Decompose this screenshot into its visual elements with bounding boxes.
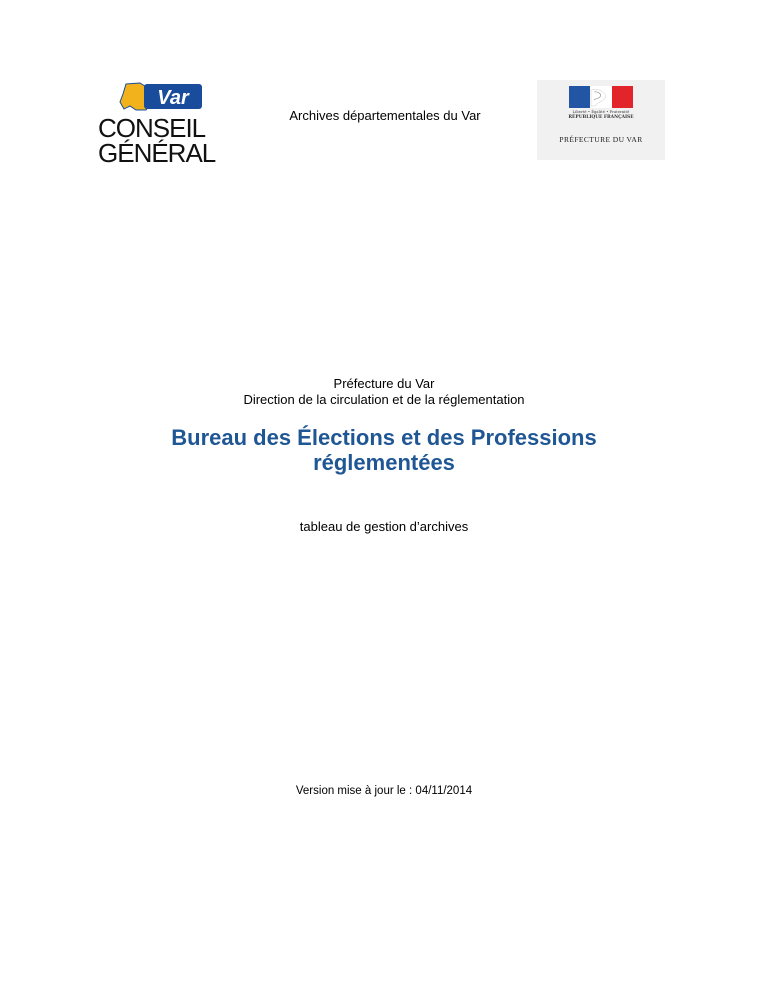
prefecture-du-var-label: PRÉFECTURE DU VAR xyxy=(559,135,643,144)
prefecture-motto: Liberté • Égalité • Fraternité xyxy=(572,110,630,114)
prefecture-logo xyxy=(537,80,665,160)
republique-francaise-label: RÉPUBLIQUE FRANÇAISE xyxy=(568,115,634,120)
direction-line: Direction de la circulation et de la réglementation xyxy=(243,392,525,407)
version-date: 04/11/2014 xyxy=(415,785,473,797)
archives-header-label: Archives départementales du Var xyxy=(289,108,481,123)
marianne-flag-icon xyxy=(569,86,633,108)
general-text: GÉNÉRAL xyxy=(98,138,216,166)
document-title: Bureau des Élections et des Professions réglementées xyxy=(171,425,597,475)
version-line xyxy=(0,785,768,797)
var-badge-text: Var xyxy=(157,87,189,109)
conseil-text: CONSEIL xyxy=(98,113,206,143)
prefecture-line: Préfecture du Var xyxy=(333,376,435,391)
conseil-general-logo xyxy=(96,80,230,166)
document-subtitle: tableau de gestion d’archives xyxy=(299,519,469,534)
version-label: Version mise à jour le : xyxy=(295,785,413,797)
